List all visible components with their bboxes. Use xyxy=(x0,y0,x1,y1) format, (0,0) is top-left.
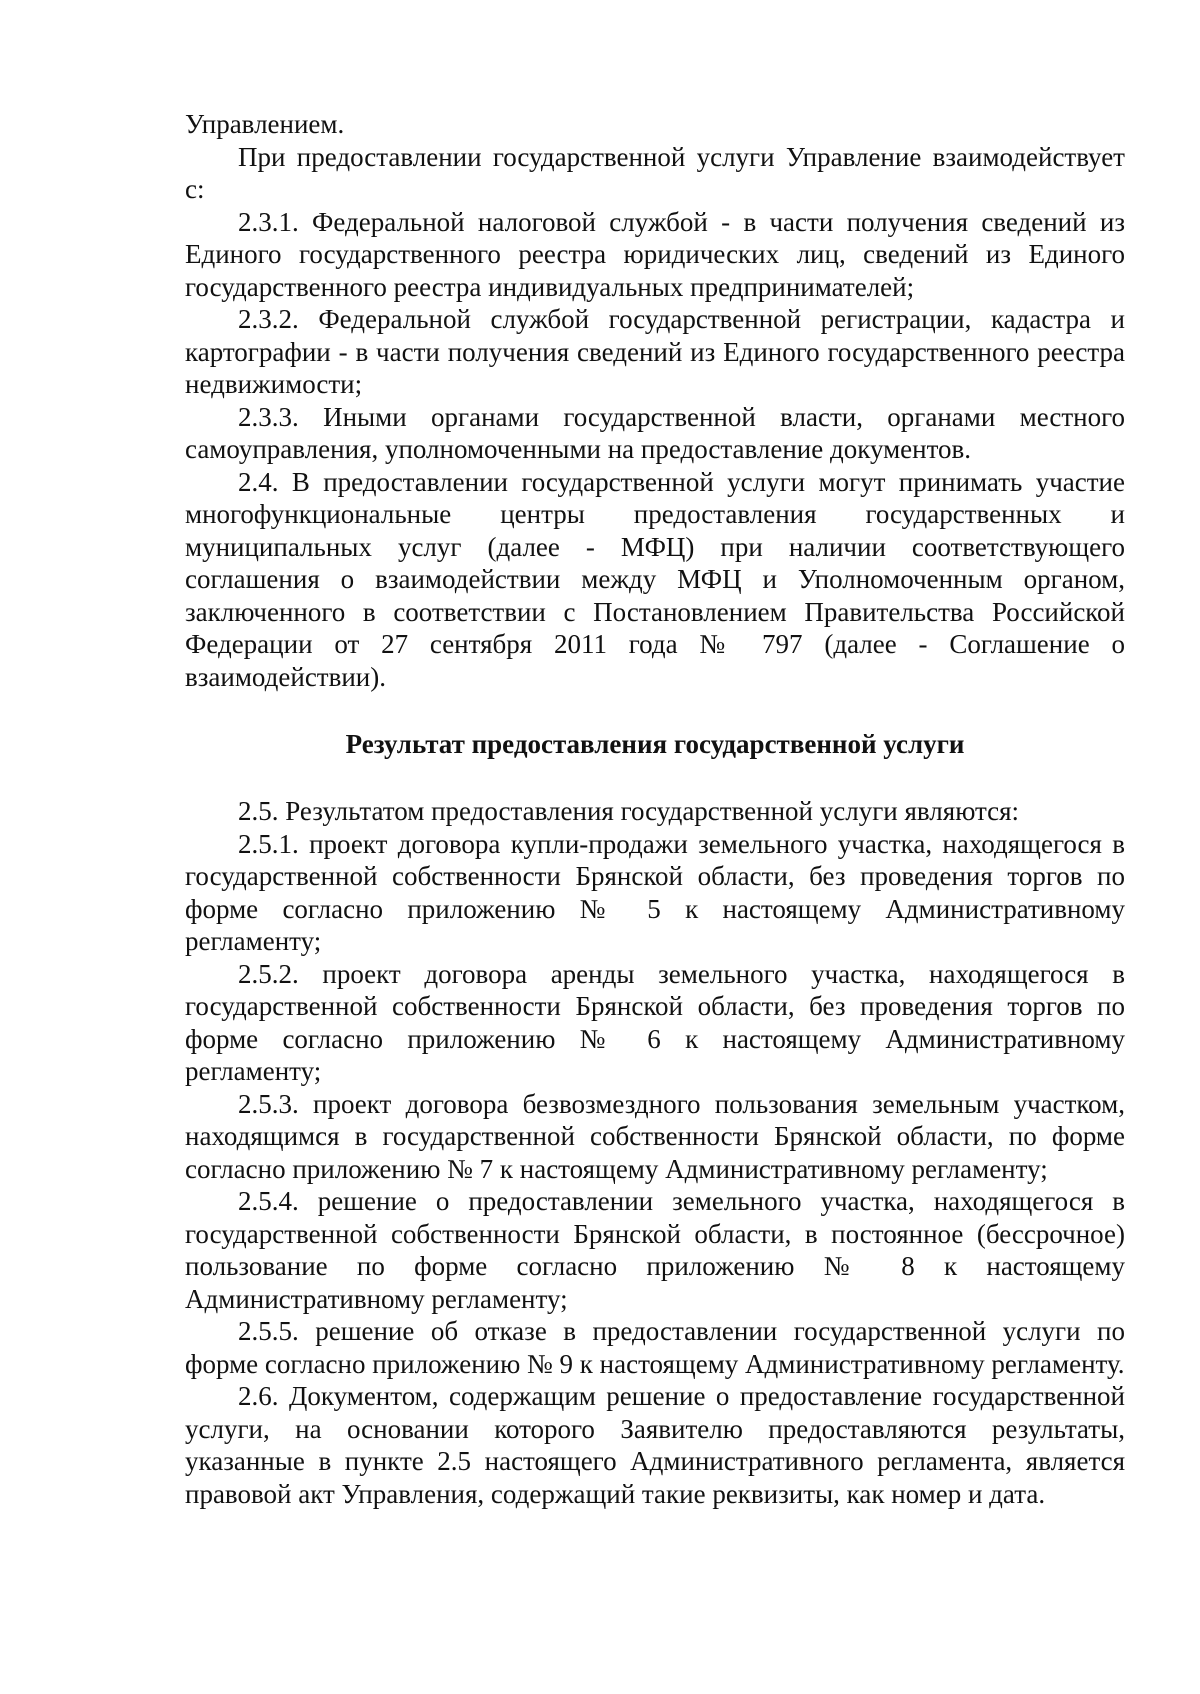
paragraph-continuation: Управлением. xyxy=(185,109,345,139)
paragraph-2-3-1: 2.3.1. Федеральной налоговой службой - в части получения сведений из Единого государственного реестра юридических лиц, сведений из Единого государственного реестра индивидуальных предпринимателей; xyxy=(185,206,1125,302)
paragraph-2-5-2: 2.5.2. проект договора аренды земельного участка, находящегося в государственной собственности Брянской области, без проведения торгов по форме согласно приложению № 6 к настоящему Административному регламенту; xyxy=(185,958,1125,1086)
paragraph-2-5-5: 2.5.5. решение об отказе в предоставлении государственной услуги по форме согласно приложению № 9 к настоящему Административному регламенту. xyxy=(185,1316,1125,1379)
paragraph-2-6: 2.6. Документом, содержащим решение о предоставление государственной услуги, на основании которого Заявителю предоставляются результаты, указанные в пункте 2.5 настоящего Административного регламента, является правовой акт Управления, содержащий такие реквизиты, как номер и дата. xyxy=(185,1381,1125,1509)
paragraph-2-4: 2.4. В предоставлении государственной услуги могут принимать участие многофункциональные центры предоставления государственных и муниципальных услуг (далее - МФЦ) при наличии соответствующего соглашения о взаимодействии между МФЦ и Уполномоченным органом, заключенного в соответствии с Постановлением Правительства Российской Федерации от 27 сентября 2011 года № 797 (далее - Соглашение о взаимодействии). xyxy=(185,466,1125,692)
paragraph-2-5-4: 2.5.4. решение о предоставлении земельного участка, находящегося в государственной собственности Брянской области, в постоянное (бессрочное) пользование по форме согласно приложению № 8 к настоящему Административному регламенту; xyxy=(185,1186,1125,1314)
paragraph-interaction-intro: При предоставлении государственной услуги Управление взаимодействует с: xyxy=(185,141,1125,204)
paragraph-2-5: 2.5. Результатом предоставления государственной услуги являются: xyxy=(238,796,1020,826)
paragraph-2-5-3: 2.5.3. проект договора безвозмездного пользования земельным участком, находящимся в государственной собственности Брянской области, по форме согласно приложению № 7 к настоящему Административному регламенту; xyxy=(185,1088,1125,1184)
document-page xyxy=(185,108,1125,1510)
paragraph-2-3-2: 2.3.2. Федеральной службой государственной регистрации, кадастра и картографии - в части получения сведений из Единого государственного реестра недвижимости; xyxy=(185,304,1125,399)
paragraph-2-3-3: 2.3.3. Иными органами государственной власти, органами местного самоуправления, уполномоченными на предоставление документов. xyxy=(185,401,1125,464)
section-heading: Результат предоставления государственной услуги xyxy=(345,729,965,759)
paragraph-2-5-1: 2.5.1. проект договора купли-продажи земельного участка, находящегося в государственной собственности Брянской области, без проведения торгов по форме согласно приложению № 5 к настоящему Административному регламенту; xyxy=(185,828,1125,956)
